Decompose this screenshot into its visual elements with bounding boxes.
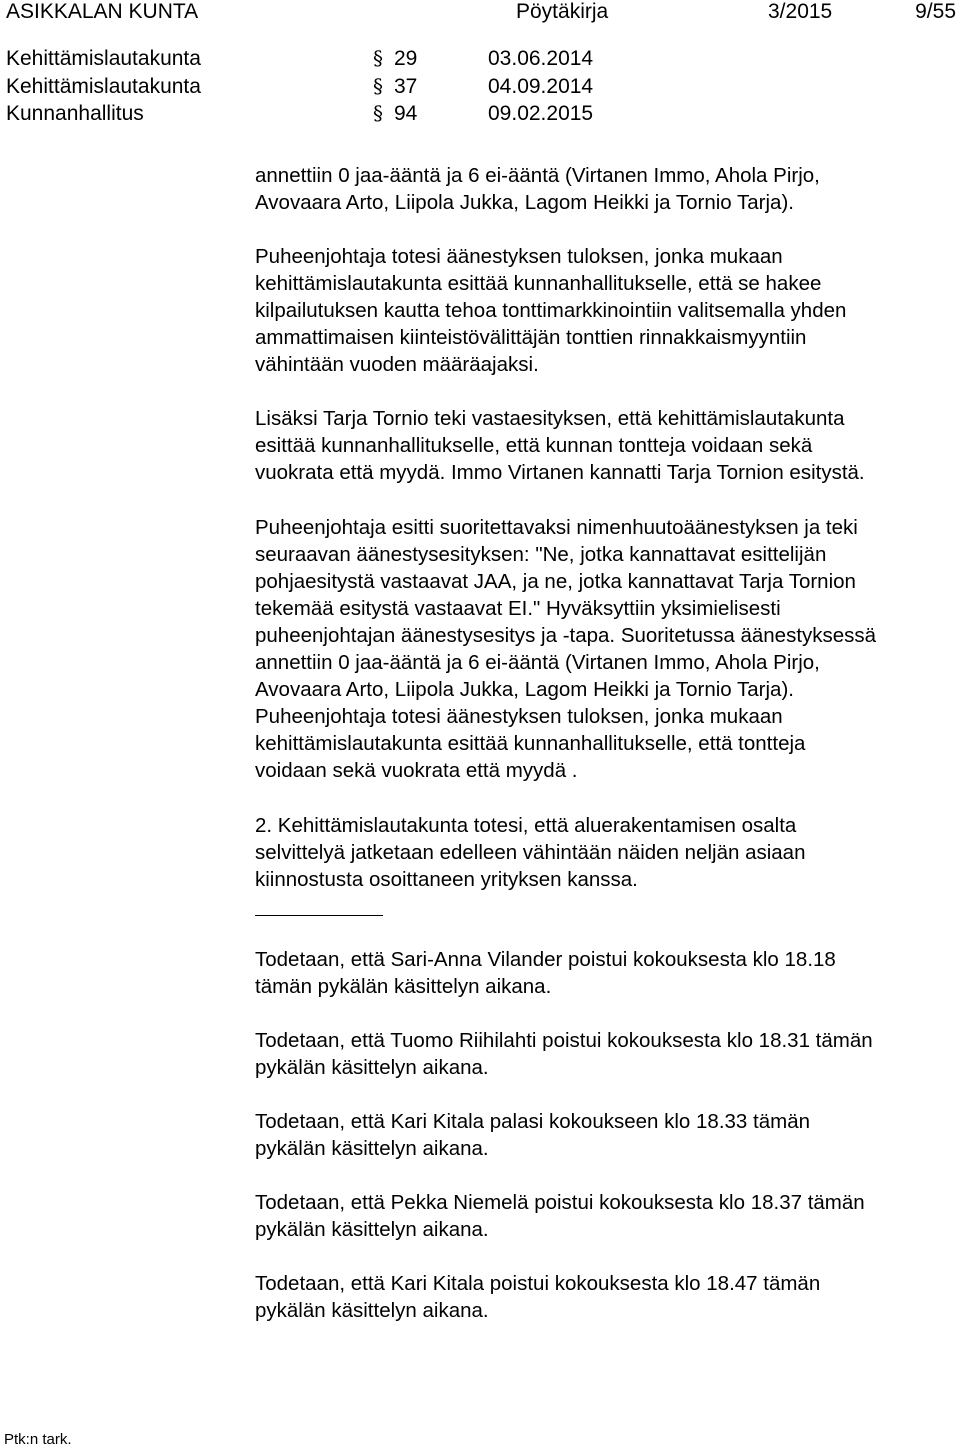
section-sign-icon xyxy=(372,75,386,97)
decision-item-2: 2. Kehittämislautakunta totesi, että aluerakentamisen osalta selvittelyä jatketaan edelleen vähintään näiden neljän asiaan kiinnostusta osoittaneen yrityksen kanssa. xyxy=(255,814,806,891)
vote-result-paragraph: annettiin 0 jaa-ääntä ja 6 ei-ääntä (Virtanen Immo, Ahola Pirjo, Avovaara Arto, Liipola Jukka, Lagom Heikki ja Tornio Tarja). xyxy=(255,164,820,214)
attendance-note: Todetaan, että Sari-Anna Vilander poistui kokouksesta klo 18.18 tämän pykälän käsittelyn aikana. xyxy=(255,948,836,998)
section-sign-icon xyxy=(372,102,386,124)
meeting-body: Kunnanhallitus xyxy=(6,102,144,125)
svg-text:§: § xyxy=(373,74,383,97)
svg-text:§: § xyxy=(373,102,383,124)
section-number: 37 xyxy=(394,74,418,98)
minutes-checker-label: Ptk:n tark. xyxy=(4,1431,72,1448)
minutes-body xyxy=(255,162,960,1324)
meeting-date: 04.09.2014 xyxy=(488,74,594,98)
attendance-note: Todetaan, että Pekka Niemelä poistui kokouksesta klo 18.37 tämän pykälän käsittelyn aikana. xyxy=(255,1191,865,1241)
meeting-references xyxy=(6,45,706,128)
section-number: 29 xyxy=(394,47,418,70)
chair-conclusion-paragraph: Puheenjohtaja totesi äänestyksen tuloksen, jonka mukaan kehittämislautakunta esittää kunnanhallitukselle, että se hakee kilpailutuksen kautta tehoa tonttimarkkinointiin valitsemalla yhden ammattimaisen kiinteistövälittäjän tonttien rinnakkaismyyntiin vähintään vuoden määräajaksi. xyxy=(255,245,847,376)
page-header xyxy=(6,0,956,28)
section-sign-icon xyxy=(372,47,386,69)
section-divider xyxy=(255,915,383,916)
roll-call-vote-paragraph: Puheenjohtaja esitti suoritettavaksi nimenhuutoäänestyksen ja teki seuraavan äänestysesityksen: "Ne, jotka kannattavat esittelijän pohjaesitystä vastaavat JAA, ja ne, jotka kannattavat Tarja Tornion tekemää esitystä vastaavat EI." Hyväksyttiin yksimielisesti puheenjohtajan äänestysesitys ja -tapa. Suoritetussa äänestyksessä annettiin 0 jaa-ääntä ja 6 ei-ääntä (Virtanen Immo, Ahola Pirjo, Avovaara Arto, Liipola Jukka, Lagom Heikki ja Tornio Tarja). Puheenjohtaja totesi äänestyksen tuloksen, jonka mukaan kehittämislautakunta esittää kunnanhallitukselle, että tontteja voidaan sekä vuokrata että myydä . xyxy=(255,516,877,782)
meeting-body: Kehittämislautakunta xyxy=(6,47,201,70)
section-number: 94 xyxy=(394,102,418,125)
svg-text:§: § xyxy=(373,47,383,69)
meeting-reference-row xyxy=(6,100,706,128)
attendance-note: Todetaan, että Kari Kitala poistui kokouksesta klo 18.47 tämän pykälän käsittelyn aikana. xyxy=(255,1272,821,1322)
meeting-reference-row xyxy=(6,45,706,73)
document-type: Pöytäkirja xyxy=(516,0,609,23)
organization-name: ASIKKALAN KUNTA xyxy=(6,0,199,23)
meeting-body: Kehittämislautakunta xyxy=(6,74,201,98)
meeting-date: 09.02.2015 xyxy=(488,102,594,125)
meeting-reference-row xyxy=(6,73,706,101)
page-number: 9/55 xyxy=(915,0,956,23)
attendance-note: Todetaan, että Tuomo Riihilahti poistui kokouksesta klo 18.31 tämän pykälän käsittelyn aikana. xyxy=(255,1029,873,1079)
counter-proposal-paragraph: Lisäksi Tarja Tornio teki vastaesityksen, että kehittämislautakunta esittää kunnanhallitukselle, että kunnan tontteja voidaan sekä vuokrata että myydä. Immo Virtanen kannatti Tarja Tornion esitystä. xyxy=(255,407,865,484)
meeting-date: 03.06.2014 xyxy=(488,47,594,70)
document-number: 3/2015 xyxy=(768,0,833,23)
attendance-note: Todetaan, että Kari Kitala palasi kokoukseen klo 18.33 tämän pykälän käsittelyn aikana. xyxy=(255,1110,810,1160)
